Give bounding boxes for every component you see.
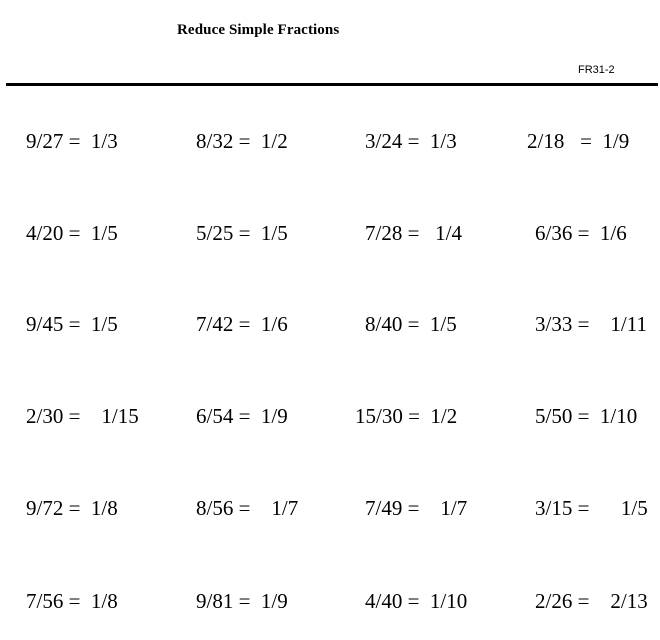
problem-r6-c3: 4/40 = 1/10: [365, 589, 468, 613]
worksheet-code: FR31-2: [578, 64, 615, 76]
problem-r3-c3: 8/40 = 1/5: [365, 312, 457, 336]
problem-r2-c2: 5/25 = 1/5: [196, 221, 288, 245]
problem-r5-c1: 9/72 = 1/8: [26, 496, 118, 520]
problem-r1-c3: 3/24 = 1/3: [365, 129, 457, 153]
problem-r6-c1: 7/56 = 1/8: [26, 589, 118, 613]
problem-r4-c2: 6/54 = 1/9: [196, 404, 288, 428]
problem-r4-c1: 2/30 = 1/15: [26, 404, 139, 428]
problem-r1-c2: 8/32 = 1/2: [196, 129, 288, 153]
problem-r2-c3: 7/28 = 1/4: [365, 221, 463, 245]
problem-r3-c4: 3/33 = 1/11: [535, 312, 647, 336]
problem-r4-c3: 15/30 = 1/2: [355, 404, 458, 428]
problem-r6-c4: 2/26 = 2/13: [535, 589, 648, 613]
problem-r6-c2: 9/81 = 1/9: [196, 589, 288, 613]
problem-r1-c4: 2/18 = 1/9: [527, 129, 630, 153]
problem-r3-c1: 9/45 = 1/5: [26, 312, 118, 336]
problem-r2-c1: 4/20 = 1/5: [26, 221, 118, 245]
problem-r5-c3: 7/49 = 1/7: [365, 496, 468, 520]
worksheet-title: Reduce Simple Fractions: [177, 22, 340, 38]
problem-r2-c4: 6/36 = 1/6: [535, 221, 627, 245]
header-divider: [6, 83, 658, 86]
problem-r3-c2: 7/42 = 1/6: [196, 312, 288, 336]
problem-r1-c1: 9/27 = 1/3: [26, 129, 118, 153]
problem-r4-c4: 5/50 = 1/10: [535, 404, 638, 428]
problem-r5-c2: 8/56 = 1/7: [196, 496, 299, 520]
problem-r5-c4: 3/15 = 1/5: [535, 496, 648, 520]
